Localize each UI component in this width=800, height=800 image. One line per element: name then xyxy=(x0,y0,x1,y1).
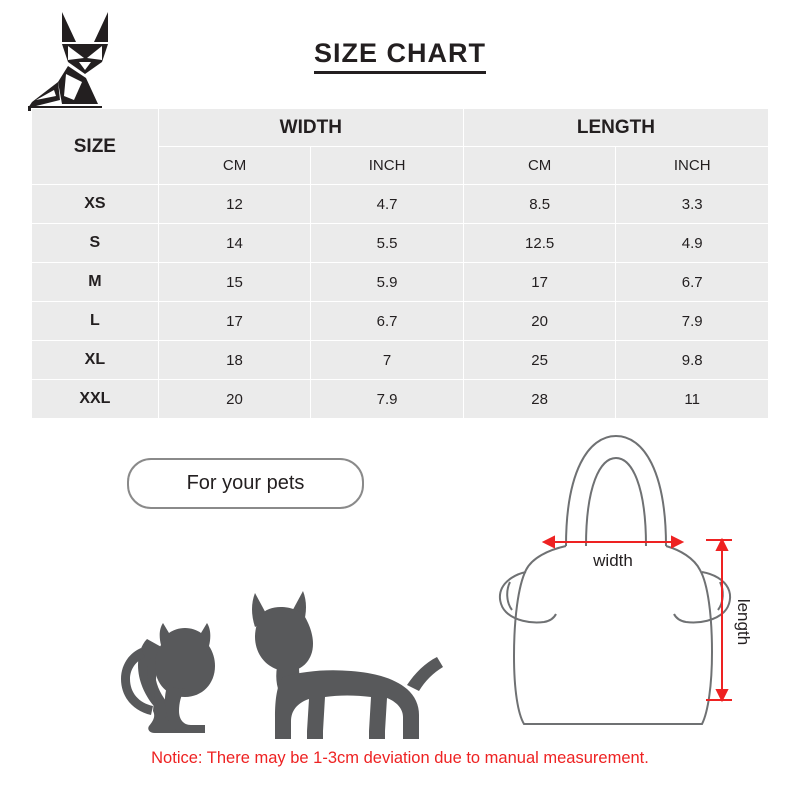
cell-length-cm: 17 xyxy=(463,263,616,302)
cell-length-inch: 7.9 xyxy=(616,302,769,341)
hoodie-diagram xyxy=(470,424,760,744)
cell-width-inch: 7.9 xyxy=(311,380,464,419)
cell-length-inch: 3.3 xyxy=(616,185,769,224)
cell-width-cm: 17 xyxy=(158,302,311,341)
cell-width-inch: 5.5 xyxy=(311,224,464,263)
column-header-length-inch: INCH xyxy=(616,147,769,185)
cell-width-cm: 18 xyxy=(158,341,311,380)
cell-size: M xyxy=(32,263,159,302)
cell-length-cm: 12.5 xyxy=(463,224,616,263)
page-title xyxy=(0,38,800,69)
column-group-length: LENGTH xyxy=(463,109,768,147)
cell-width-cm: 14 xyxy=(158,224,311,263)
cell-length-cm: 20 xyxy=(463,302,616,341)
cell-width-cm: 12 xyxy=(158,185,311,224)
column-header-width-inch: INCH xyxy=(311,147,464,185)
column-header-length-cm: CM xyxy=(463,147,616,185)
cell-width-cm: 15 xyxy=(158,263,311,302)
cell-length-cm: 28 xyxy=(463,380,616,419)
page-title-text: SIZE CHART xyxy=(314,38,486,74)
cell-length-inch: 6.7 xyxy=(616,263,769,302)
table-row xyxy=(32,224,769,263)
table-row xyxy=(32,341,769,380)
cell-size: L xyxy=(32,302,159,341)
cell-width-inch: 6.7 xyxy=(311,302,464,341)
cell-length-inch: 4.9 xyxy=(616,224,769,263)
cell-length-cm: 25 xyxy=(463,341,616,380)
pet-silhouettes xyxy=(55,519,455,754)
cell-length-inch: 9.8 xyxy=(616,341,769,380)
cell-width-inch: 5.9 xyxy=(311,263,464,302)
width-measure-label: width xyxy=(593,551,633,570)
column-header-size: SIZE xyxy=(32,109,159,185)
column-header-width-cm: CM xyxy=(158,147,311,185)
size-chart-table xyxy=(31,108,769,419)
table-row xyxy=(32,263,769,302)
length-measure-label: length xyxy=(734,598,753,646)
dog-silhouette-group xyxy=(252,591,443,739)
cell-length-inch: 11 xyxy=(616,380,769,419)
illustration-section xyxy=(0,424,800,800)
cell-size: XXL xyxy=(32,380,159,419)
cell-size: XL xyxy=(32,341,159,380)
table-header-row xyxy=(32,109,769,147)
cell-size: XS xyxy=(32,185,159,224)
table-row xyxy=(32,185,769,224)
cell-width-cm: 20 xyxy=(158,380,311,419)
for-your-pets-badge xyxy=(127,458,364,509)
cell-width-inch: 4.7 xyxy=(311,185,464,224)
table-row xyxy=(32,380,769,419)
cell-size: S xyxy=(32,224,159,263)
measurement-notice: Notice: There may be 1-3cm deviation due to manual measurement. xyxy=(151,749,649,767)
cell-length-cm: 8.5 xyxy=(463,185,616,224)
column-group-width: WIDTH xyxy=(158,109,463,147)
cat-silhouette-group xyxy=(121,623,215,733)
table-row xyxy=(32,302,769,341)
for-your-pets-label: For your pets xyxy=(186,472,305,494)
cell-width-inch: 7 xyxy=(311,341,464,380)
